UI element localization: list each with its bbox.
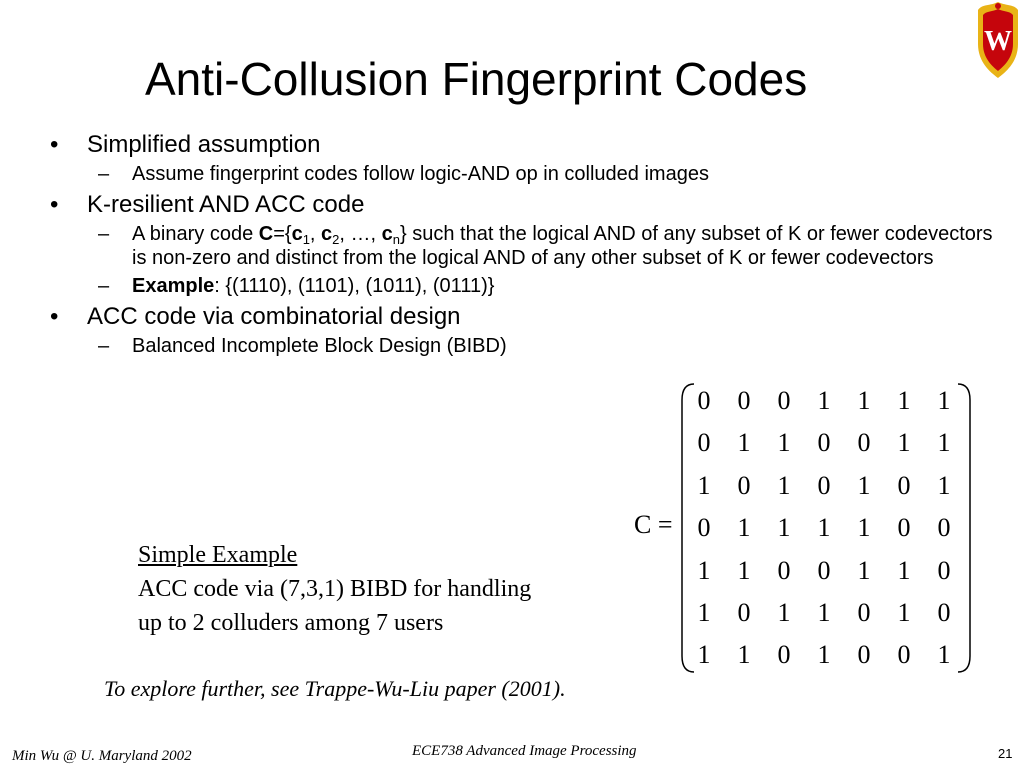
matrix-cell: 0	[937, 555, 951, 585]
example-line: up to 2 colluders among 7 users	[138, 610, 444, 636]
uw-madison-crest-icon	[972, 0, 1024, 80]
matrix-cell: 1	[937, 428, 951, 458]
matrix-cell: 1	[697, 470, 711, 500]
matrix-cell: 1	[857, 513, 871, 543]
matrix-cell: 1	[857, 386, 871, 415]
matrix-cell: 1	[697, 597, 711, 627]
matrix-cell: 0	[897, 470, 911, 500]
matrix-cell: 0	[857, 597, 871, 627]
example-line: ACC code via (7,3,1) BIBD for handling	[138, 576, 532, 602]
matrix-cell: 1	[897, 428, 911, 458]
matrix-cell: 1	[697, 555, 711, 585]
matrix-cell: 1	[777, 597, 791, 627]
matrix-cell: 1	[897, 597, 911, 627]
matrix-cell: 1	[697, 640, 711, 670]
matrix-cell: 1	[777, 428, 791, 458]
matrix-cell: 0	[897, 513, 911, 543]
matrix-cell: 1	[897, 386, 911, 415]
matrix-cell: 1	[737, 555, 751, 585]
matrix-cell: 0	[777, 386, 791, 415]
matrix-cell: 1	[777, 470, 791, 500]
matrix-cell: 0	[777, 640, 791, 670]
bullet-item: • ACC code via combinatorial design	[50, 303, 461, 330]
matrix-cell: 1	[737, 513, 751, 543]
matrix-cell: 1	[817, 513, 831, 543]
example-heading: Simple Example	[138, 542, 298, 568]
matrix-cell: 1	[737, 640, 751, 670]
matrix-cell: 0	[937, 513, 951, 543]
sub-bullet-item: – Balanced Incomplete Block Design (BIBD)	[98, 335, 507, 357]
matrix-cell: 1	[817, 597, 831, 627]
sub-bullet-item: – A binary code $C=\{c_1$, $c_2$, …, $c_n$} such that the logical AND of any subset of K or fewer codevectors is non-zero and distinct from the logical AND of any other subset of K or fewer codevectors	[98, 223, 993, 269]
slide-title: Anti-Collusion Fingerprint Codes	[145, 53, 808, 105]
matrix-cell: 1	[737, 428, 751, 458]
page-number: 21	[998, 746, 1013, 761]
matrix-cell: 0	[697, 386, 711, 415]
matrix-cell: 0	[857, 640, 871, 670]
simple-example	[138, 538, 531, 640]
matrix-cell: 1	[897, 555, 911, 585]
matrix-cell: 1	[777, 513, 791, 543]
matrix-cell: 0	[857, 428, 871, 458]
matrix-cell: 0	[937, 597, 951, 627]
matrix-cell: 0	[897, 640, 911, 670]
matrix-cell: 0	[817, 470, 831, 500]
matrix-cell: 0	[777, 555, 791, 585]
matrix-grid	[684, 380, 964, 677]
code-matrix	[628, 380, 968, 680]
sub-bullet-item: – Example: {(1110), (1101), (1011), (0111)}	[98, 275, 495, 297]
svg-text:W: W	[984, 26, 1012, 57]
matrix-cell: 0	[697, 428, 711, 458]
right-paren-icon	[954, 380, 974, 676]
footer-course: ECE738 Advanced Image Processing	[412, 743, 637, 759]
bullet-item: • K-resilient AND ACC code	[50, 191, 365, 218]
footer-author: Min Wu @ U. Maryland 2002	[12, 748, 192, 764]
further-reading: To explore further, see Trappe-Wu-Liu paper (2001).	[104, 676, 566, 701]
matrix-cell: 0	[817, 555, 831, 585]
matrix-cell: 1	[937, 386, 951, 415]
matrix-cell: 0	[697, 513, 711, 543]
matrix-cell: 1	[817, 640, 831, 670]
bullet-list	[40, 130, 1000, 362]
matrix-cell: 0	[737, 470, 751, 500]
matrix-cell: 1	[857, 470, 871, 500]
matrix-cell: 1	[937, 470, 951, 500]
matrix-label: C =	[634, 510, 673, 539]
matrix-cell: 1	[857, 555, 871, 585]
matrix-cell: 0	[817, 428, 831, 458]
matrix-cell: 0	[737, 597, 751, 627]
bullet-item: • Simplified assumption	[50, 131, 321, 158]
matrix-cell: 1	[937, 640, 951, 670]
matrix-cell: 0	[737, 386, 751, 415]
sub-bullet-item: – Assume fingerprint codes follow logic-AND op in colluded images	[98, 163, 709, 185]
matrix-cell: 1	[817, 386, 831, 415]
